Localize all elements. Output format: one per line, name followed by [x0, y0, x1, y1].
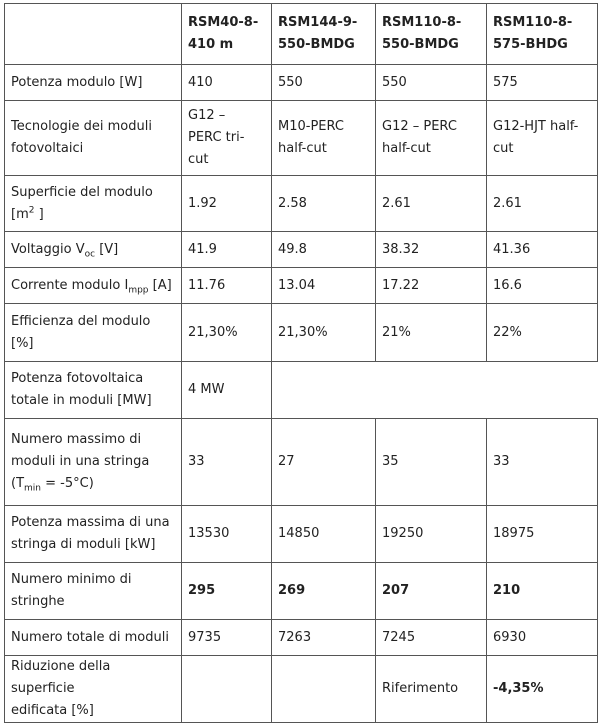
table-cell: 14850	[272, 506, 376, 563]
header-row	[5, 4, 598, 65]
table-row	[5, 65, 598, 101]
table-row	[5, 362, 598, 419]
table-cell: 41.9	[182, 232, 272, 268]
table-cell-empty	[272, 362, 598, 419]
table-cell: 35	[376, 419, 487, 506]
row-label: Riduzione della superficie edificata [%]	[5, 656, 182, 723]
table-cell: 21,30%	[182, 304, 272, 362]
table-row	[5, 563, 598, 620]
comparison-table	[4, 3, 598, 723]
header-cell: RSM40-8- 410 m	[182, 4, 272, 65]
row-label: Numero totale di moduli	[5, 620, 182, 656]
table-cell	[272, 656, 376, 723]
table-row	[5, 176, 598, 232]
table-cell: 4 MW	[182, 362, 272, 419]
table-cell: 7245	[376, 620, 487, 656]
table-cell: G12 – PERC tri- cut	[182, 101, 272, 176]
table-cell: 2.61	[487, 176, 598, 232]
table-row	[5, 101, 598, 176]
table-cell: Riferimento	[376, 656, 487, 723]
header-empty-cell	[5, 4, 182, 65]
table-cell: 13.04	[272, 268, 376, 304]
table-cell: 210	[487, 563, 598, 620]
table-cell: 17.22	[376, 268, 487, 304]
table-cell: 16.6	[487, 268, 598, 304]
row-label: Potenza fotovoltaica totale in moduli [MW]	[5, 362, 182, 419]
table-row	[5, 232, 598, 268]
table-cell: G12-HJT half- cut	[487, 101, 598, 176]
table-cell	[182, 656, 272, 723]
table-cell: 21,30%	[272, 304, 376, 362]
table-cell: 18975	[487, 506, 598, 563]
table-cell: 38.32	[376, 232, 487, 268]
table-cell: M10-PERC half-cut	[272, 101, 376, 176]
table-cell: 410	[182, 65, 272, 101]
table-cell: G12 – PERC half-cut	[376, 101, 487, 176]
table-cell: 11.76	[182, 268, 272, 304]
table-cell: 6930	[487, 620, 598, 656]
table-header	[5, 4, 598, 65]
table-cell: 13530	[182, 506, 272, 563]
table-cell: 1.92	[182, 176, 272, 232]
table-cell: 207	[376, 563, 487, 620]
table-row	[5, 656, 598, 723]
row-label: Potenza massima di una stringa di moduli [kW]	[5, 506, 182, 563]
row-label: Numero minimo di stringhe	[5, 563, 182, 620]
table-cell: 550	[376, 65, 487, 101]
header-cell: RSM110-8- 575-BHDG	[487, 4, 598, 65]
table-row	[5, 304, 598, 362]
table-cell: 9735	[182, 620, 272, 656]
table-cell: 22%	[487, 304, 598, 362]
table-row	[5, 620, 598, 656]
table-cell: 550	[272, 65, 376, 101]
table-cell: 33	[487, 419, 598, 506]
table-cell: 27	[272, 419, 376, 506]
row-label: Potenza modulo [W]	[5, 65, 182, 101]
row-label: Tecnologie dei moduli fotovoltaici	[5, 101, 182, 176]
table-row	[5, 268, 598, 304]
table-cell: -4,35%	[487, 656, 598, 723]
table-cell: 2.61	[376, 176, 487, 232]
row-label: Corrente modulo $I_{mpp}$ [A]	[5, 268, 182, 304]
row-label: Numero massimo di moduli in una stringa $(T_{min} = -5^\circ C)$	[5, 419, 182, 506]
table-cell: 33	[182, 419, 272, 506]
table-cell: 21%	[376, 304, 487, 362]
table-cell: 19250	[376, 506, 487, 563]
row-label: Superficie del modulo [$m^2$ ]	[5, 176, 182, 232]
table-row	[5, 419, 598, 506]
header-cell: RSM110-8- 550-BMDG	[376, 4, 487, 65]
table-cell: 295	[182, 563, 272, 620]
header-cell: RSM144-9- 550-BMDG	[272, 4, 376, 65]
table-cell: 575	[487, 65, 598, 101]
table-row	[5, 506, 598, 563]
row-label: Efficienza del modulo [%]	[5, 304, 182, 362]
table-cell: 41.36	[487, 232, 598, 268]
table-cell: 269	[272, 563, 376, 620]
table-cell: 7263	[272, 620, 376, 656]
table-cell: 2.58	[272, 176, 376, 232]
row-label: Voltaggio $V_{oc}$ [V]	[5, 232, 182, 268]
table-cell: 49.8	[272, 232, 376, 268]
